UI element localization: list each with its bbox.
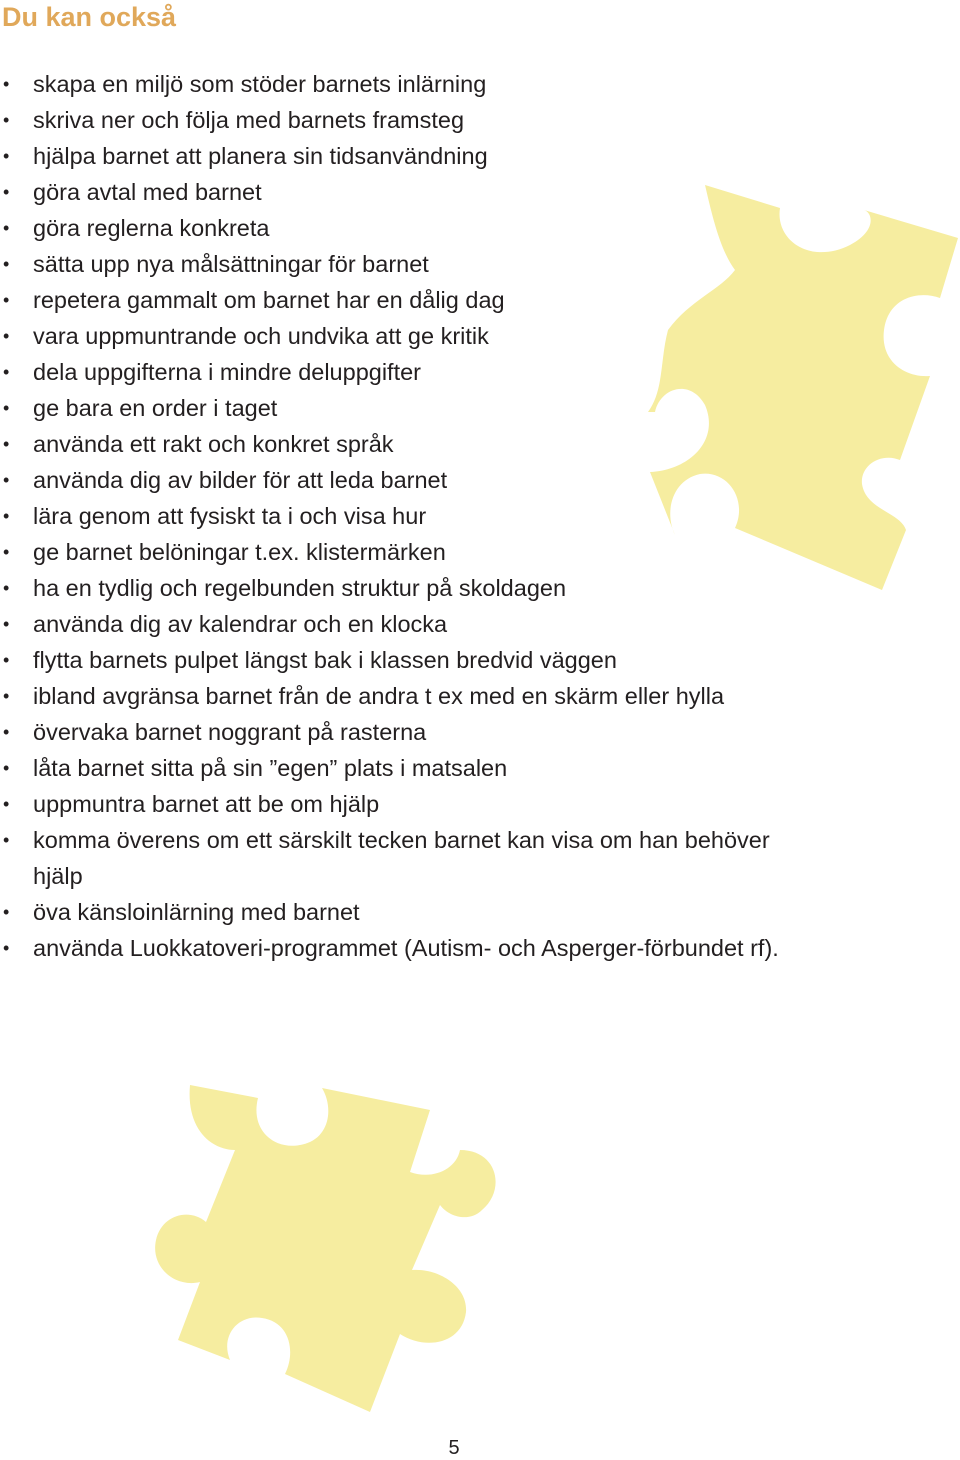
- list-item: • öva känsloinlärning med barnet: [0, 894, 780, 930]
- bullet-icon: •: [3, 110, 10, 130]
- list-item: • skriva ner och följa med barnets framsteg: [0, 102, 780, 138]
- list-item: • använda ett rakt och konkret språk: [0, 426, 780, 462]
- list-item: • skapa en miljö som stöder barnets inlärning: [0, 66, 780, 102]
- bullet-icon: •: [3, 362, 10, 382]
- bullet-icon: •: [3, 722, 10, 742]
- list-item: • komma överens om ett särskilt tecken barnet kan visa om han behöver hjälp: [0, 822, 780, 894]
- advice-list: [0, 66, 780, 966]
- list-item: • flytta barnets pulpet längst bak i klassen bredvid väggen: [0, 642, 780, 678]
- page-number: 5: [448, 1437, 460, 1459]
- list-item: • använda dig av kalendrar och en klocka: [0, 606, 780, 642]
- bullet-icon: •: [3, 74, 10, 94]
- list-item: • använda Luokkatoveri-programmet (Autism- och Asperger-förbundet rf).: [0, 930, 780, 966]
- list-item: • ge bara en order i taget: [0, 390, 780, 426]
- bullet-icon: •: [3, 686, 10, 706]
- bullet-icon: •: [3, 938, 10, 958]
- list-item: • ha en tydlig och regelbunden struktur på skoldagen: [0, 570, 780, 606]
- list-item: • uppmuntra barnet att be om hjälp: [0, 786, 780, 822]
- list-item: • övervaka barnet noggrant på rasterna: [0, 714, 780, 750]
- list-item: • ge barnet belöningar t.ex. klistermärken: [0, 534, 780, 570]
- list-item: • göra reglerna konkreta: [0, 210, 780, 246]
- bullet-icon: •: [3, 398, 10, 418]
- list-item: • sätta upp nya målsättningar för barnet: [0, 246, 780, 282]
- list-item: • använda dig av bilder för att leda barnet: [0, 462, 780, 498]
- bullet-icon: •: [3, 542, 10, 562]
- bullet-icon: •: [3, 254, 10, 274]
- list-item: • låta barnet sitta på sin ”egen” plats i matsalen: [0, 750, 780, 786]
- bullet-icon: •: [3, 506, 10, 526]
- list-item: • ibland avgränsa barnet från de andra t ex med en skärm eller hylla: [0, 678, 780, 714]
- bullet-icon: •: [3, 758, 10, 778]
- page-heading: Du kan också: [2, 2, 177, 32]
- puzzle-piece-icon: [155, 1085, 495, 1412]
- bullet-icon: •: [3, 182, 10, 202]
- bullet-icon: •: [3, 218, 10, 238]
- bullet-icon: •: [3, 470, 10, 490]
- list-item: • hjälpa barnet att planera sin tidsanvändning: [0, 138, 780, 174]
- bullet-icon: •: [3, 650, 10, 670]
- bullet-icon: •: [3, 614, 10, 634]
- bullet-icon: •: [3, 434, 10, 454]
- list-item: • dela uppgifterna i mindre deluppgifter: [0, 354, 780, 390]
- bullet-icon: •: [3, 902, 10, 922]
- bullet-icon: •: [3, 290, 10, 310]
- list-item: • repetera gammalt om barnet har en dålig dag: [0, 282, 780, 318]
- list-item: • lära genom att fysiskt ta i och visa hur: [0, 498, 780, 534]
- list-item: • vara uppmuntrande och undvika att ge kritik: [0, 318, 780, 354]
- bullet-icon: •: [3, 578, 10, 598]
- bullet-icon: •: [3, 830, 10, 850]
- bullet-icon: •: [3, 146, 10, 166]
- list-item: • göra avtal med barnet: [0, 174, 780, 210]
- bullet-icon: •: [3, 794, 10, 814]
- bullet-icon: •: [3, 326, 10, 346]
